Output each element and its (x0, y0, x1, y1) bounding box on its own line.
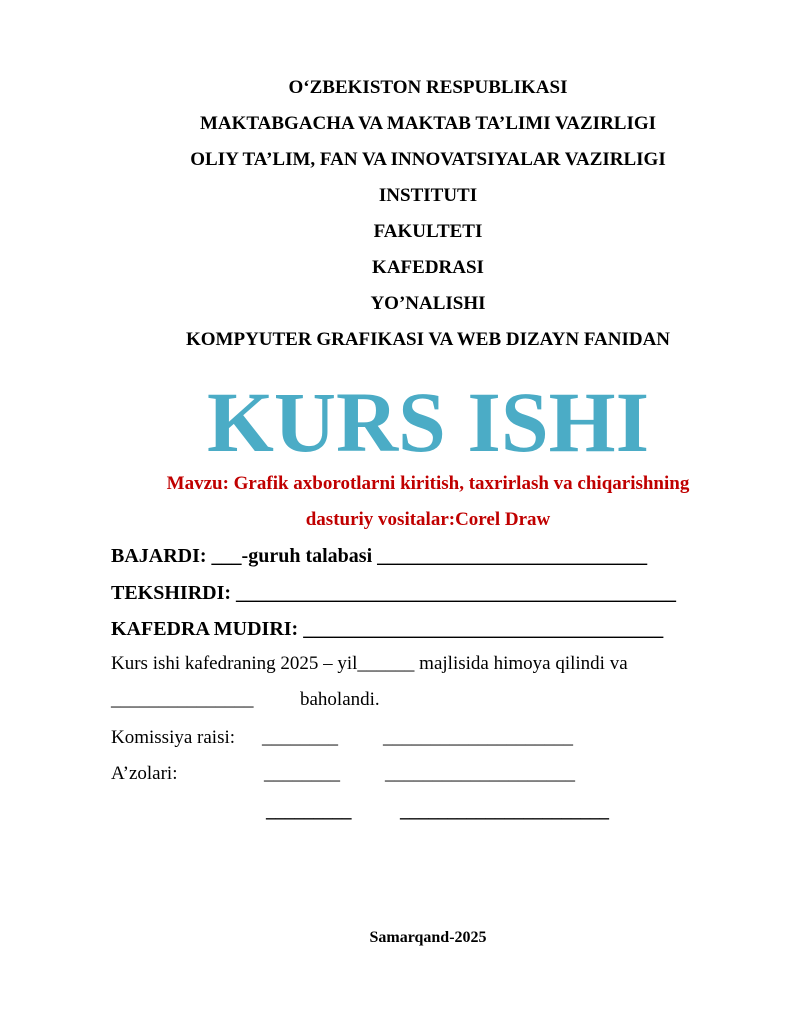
defense-blank: _______________ (111, 689, 254, 710)
commission-members-blank-2: ____________________ (385, 763, 575, 784)
header-ministry-school: MAKTABGACHA VA MAKTAB TA’LIMI VAZIRLIGI (199, 113, 657, 134)
commission-extra-blank-1: _________ (266, 801, 352, 822)
defense-line-1: Kurs ishi kafedraning 2025 – yil______ majlisida himoya qilindi va (111, 653, 628, 674)
commission-extra-blank-2: ______________________ (400, 801, 609, 822)
commission-chair-blank-1: ________ (262, 727, 338, 748)
header-department: KAFEDRASI (372, 257, 484, 278)
commission-chair-label: Komissiya raisi: (111, 727, 236, 748)
header-direction: YO’NALISHI (370, 293, 486, 314)
commission-members-label: A’zolari: (111, 763, 178, 784)
topic-line-1: Mavzu: Grafik axborotlarni kiritish, taxrirlash va chiqarishning (166, 473, 690, 494)
tekshirdi-line: TEKSHIRDI: ____________________________________________ (111, 582, 677, 604)
header-country: O‘ZBEKISTON RESPUBLIKASI (288, 77, 568, 98)
footer-city-year: Samarqand-2025 (369, 929, 487, 946)
kafedra-mudiri-line: KAFEDRA MUDIRI: ____________________________________ (111, 618, 664, 640)
header-institute: INSTITUTI (378, 185, 478, 206)
header-subject: KOMPYUTER GRAFIKASI VA WEB DIZAYN FANIDAN (185, 329, 671, 350)
commission-members-blank-1: ________ (264, 763, 340, 784)
header-faculty: FAKULTETI (373, 221, 483, 242)
document-title: KURS ISHI (206, 374, 650, 470)
bajardi-line: BAJARDI: ___-guruh talabasi ___________________________ (111, 545, 648, 567)
topic-line-2: dasturiy vositalar:Corel Draw (305, 509, 551, 530)
commission-chair-blank-2: ____________________ (383, 727, 573, 748)
defense-graded: baholandi. (300, 689, 380, 710)
header-ministry-higher: OLIY TA’LIM, FAN VA INNOVATSIYALAR VAZIRLIGI (190, 149, 666, 170)
